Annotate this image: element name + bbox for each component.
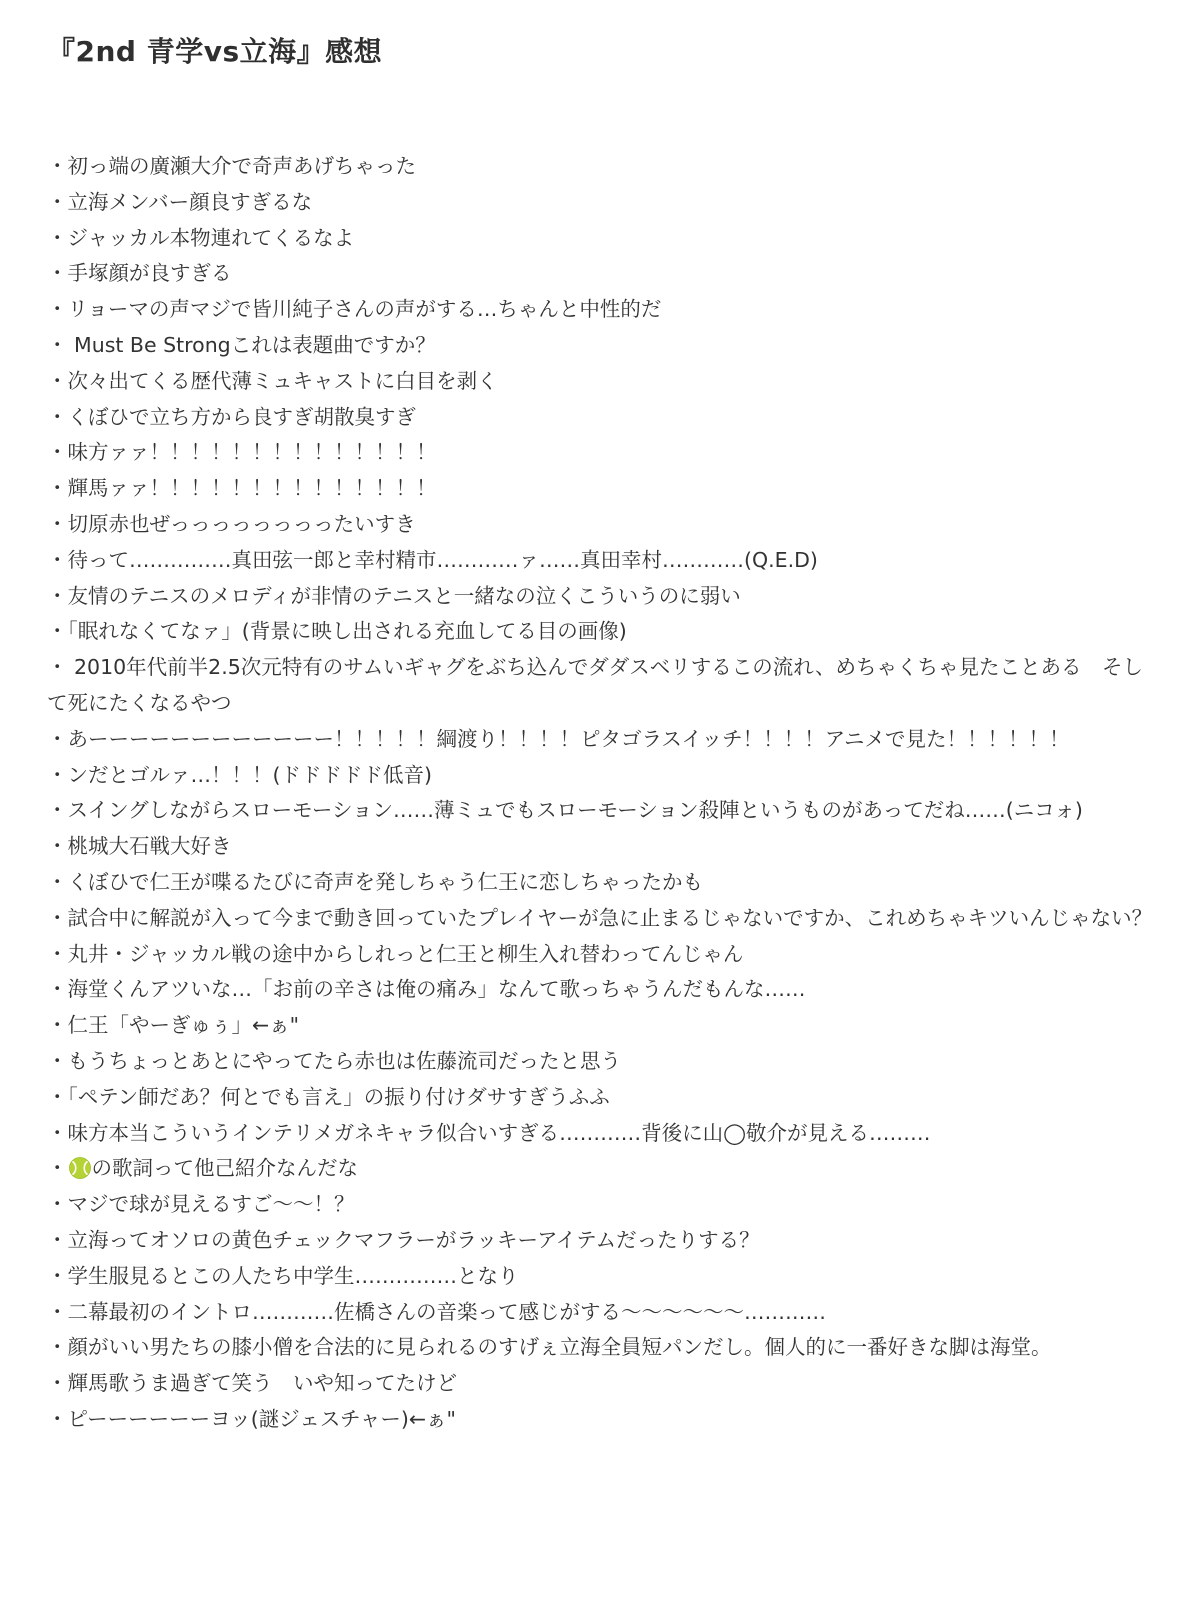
bullet: ・ [47,869,68,894]
list-item [47,1366,1157,1402]
list-item-text: 2010年代前半2.5次元特有のサムいギャグをぶち込んでダダスベリするこの流れ、めちゃくちゃ見たことある そして死にたくなるやつ [47,655,1143,715]
list-item-text: 立海ってオソロの黄色チェックマフラーがラッキーアイテムだったりする？ [67,1227,760,1252]
list-item-text: 味方本当こういうインテリメガネキャラ似合いすぎる…………背後に山◯敬介が見える……… [67,1120,931,1145]
list-item-text: 初っ端の廣瀬大介で奇声あげちゃった [67,154,416,178]
list-item-text: 顔がいい男たちの膝小僧を合法的に見られるのすげぇ立海全員短パンだし。個人的に一番好きな脚は海堂。 [67,1335,1052,1360]
list-item-text: 輝馬歌うま過ぎて笑う いや知ってたけど [67,1371,457,1396]
list-item-text: 学生服見るとこの人たち中学生……………となり [67,1263,519,1288]
list-item-text: スイングしながらスローモーション……薄ミュでもスローモーション殺陣というものがあってだね……(ニコォ) [67,798,1083,823]
bullet: ・ [47,1048,68,1073]
list-item [47,507,1157,543]
bullet: ・ [47,332,68,357]
list-item [47,1151,1157,1187]
list-item [47,722,1157,758]
bullet: ・ [47,619,68,644]
list-item-text: 立海メンバー顔良すぎるな [67,189,313,214]
bullet: ・ [47,1335,68,1360]
bullet: ・ [47,1263,68,1288]
list-item-text: 桃城大石戦大好き [67,834,232,859]
list-item-text: 「眠れなくてなァ」(背景に映し出される充血してる目の画像) [67,619,627,644]
list-item [47,1080,1157,1116]
list-item-text: 切原赤也ぜっっっっっっっったいすき [67,511,416,536]
bullet: ・ [47,1192,68,1217]
list-item-text: 友情のテニスのメロディが非情のテニスと一緒なの泣くこういうのに弱い [67,583,741,608]
bullet: ・ [47,1406,68,1431]
list-item-text: 海堂くんアツいな…「お前の辛さは俺の痛み」なんて歌っちゃうんだもんな…… [67,977,806,1002]
list-item-text: 二幕最初のイントロ…………佐橋さんの音楽って感じがする〜〜〜〜〜〜………… [67,1299,826,1324]
list-item-text: くぼひで仁王が喋るたびに奇声を発しちゃう仁王に恋しちゃったかも [67,869,703,894]
bullet: ・ [47,1299,68,1324]
list-item [47,972,1157,1008]
bullet: ・ [47,798,68,823]
list-item [47,579,1157,615]
list-item-text: ジャッカル本物連れてくるなよ [67,225,355,250]
list-item [47,149,1157,185]
bullet: ・ [47,1013,68,1038]
list-item [47,256,1157,292]
bullet: ・ [47,905,68,930]
list-item [47,793,1157,829]
bullet: ・ [47,404,68,429]
bullet: ・ [47,1120,68,1145]
bullet: ・ [47,1371,68,1396]
list-item [47,1223,1157,1259]
list-item-text: ンだとゴルァ…！！！(ドドドドド低音) [67,762,432,787]
bullet: ・ [47,297,68,322]
list-item [47,937,1157,973]
bullet: ・ [47,476,68,501]
list-item-text: Must Be Strongこれは表題曲ですか？ [67,332,436,357]
list-item [47,543,1157,579]
list-item [47,435,1157,471]
bullet: ・ [47,225,68,250]
list-item [47,1008,1157,1044]
list-item [47,614,1157,650]
list-item [47,1187,1157,1223]
list-item-text: 待って……………真田弦一郎と幸村精市…………ァ……真田幸村…………(Q.E.D) [67,547,818,572]
list-item [47,901,1157,937]
list-item [47,364,1157,400]
list-item [47,650,1157,722]
bullet: ・ [47,154,68,178]
list-item [47,292,1157,328]
bullet: ・ [47,977,68,1002]
bullet: ・ [47,511,68,536]
bullet: ・ [47,583,68,608]
list-item [47,471,1157,507]
list-item [47,758,1157,794]
bullet: ・ [47,440,68,465]
page-title: 『2nd 青学vs立海』感想 [47,35,383,68]
list-item-text: 丸井・ジャッカル戦の途中からしれっと仁王と柳生入れ替わってんじゃん [67,941,744,966]
bullet: ・ [47,726,68,751]
list-item [47,1044,1157,1080]
list-item-text: 試合中に解説が入って今まで動き回っていたプレイヤーが急に止まるじゃないですか、これめちゃキツいんじゃない？ [67,905,1153,930]
bullet: ・ [47,834,68,859]
list-item-text: ピーーーーーーヨッ(謎ジェスチャー)←ぁ" [67,1406,456,1431]
bullet: ・ [47,1156,68,1181]
list-item-text: リョーマの声マジで皆川純子さんの声がする…ちゃんと中性的だ [67,297,662,322]
impression-list [47,149,1157,1438]
tennis-ball-icon [69,1157,91,1179]
list-item-text: マジで球が見えるすご〜〜！？ [67,1192,355,1217]
list-item [47,1330,1157,1366]
bullet: ・ [47,261,68,286]
list-item-text: あーーーーーーーーーーーー！！！！！綱渡り！！！！ピタゴラスイッチ！！！！アニメで見た！！！！！！ [67,726,1070,751]
list-item-text: 手塚顔が良すぎる [67,261,232,286]
list-item-text: 仁王「やーぎゅぅ」←ぁ" [67,1013,300,1038]
list-item [47,1259,1157,1295]
bullet: ・ [47,189,68,214]
bullet: ・ [47,1227,68,1252]
bullet: ・ [47,762,68,787]
bullet: ・ [47,655,68,680]
list-item [47,328,1157,364]
list-item-text: 輝馬ァァ！！！！！！！！！！！！！！ [67,476,437,501]
list-item [47,1116,1157,1152]
list-item [47,221,1157,257]
bullet: ・ [47,1084,68,1109]
list-item [47,1402,1157,1438]
list-item-text: 次々出てくる歴代薄ミュキャストに白目を剥く [67,368,498,393]
bullet: ・ [47,547,68,572]
list-item-text: 「ペテン師だあ？何とでも言え」の振り付けダサすぎうふふ [67,1084,610,1109]
list-item-text: 味方ァァ！！！！！！！！！！！！！！ [67,440,437,465]
list-item [47,185,1157,221]
list-item [47,1295,1157,1331]
list-item-text: くぼひで立ち方から良すぎ胡散臭すぎ [67,404,416,429]
list-item [47,400,1157,436]
list-item [47,829,1157,865]
list-item-text: の歌詞って他己紹介なんだな [91,1156,358,1181]
bullet: ・ [47,941,68,966]
list-item [47,865,1157,901]
bullet: ・ [47,368,68,393]
list-item-text: もうちょっとあとにやってたら赤也は佐藤流司だったと思う [67,1048,621,1073]
